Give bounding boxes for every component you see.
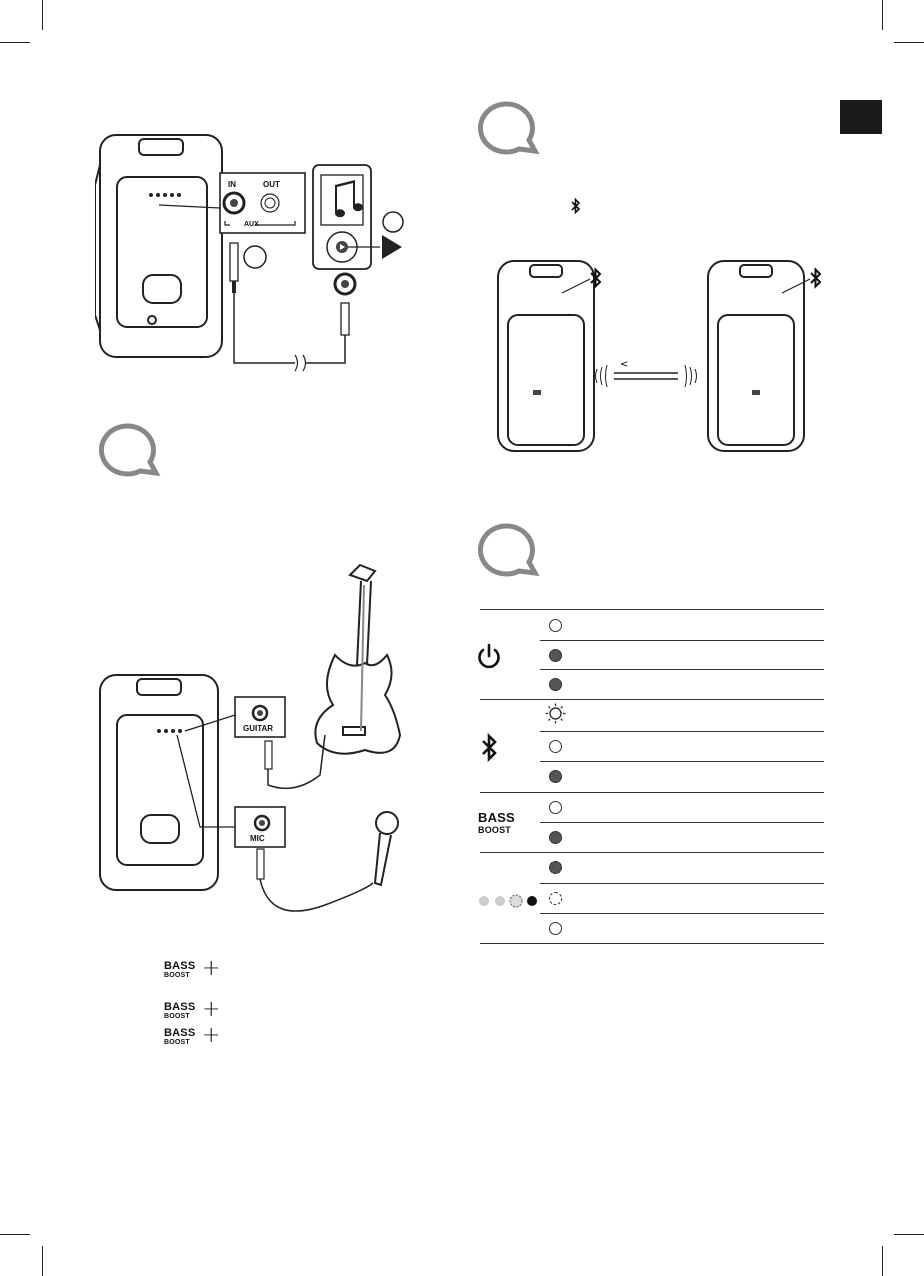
bluetooth-icon xyxy=(481,733,497,763)
speech-bubble-icon xyxy=(98,422,164,478)
bass-boost-icon: BASS BOOST xyxy=(164,960,196,979)
svg-text:<: < xyxy=(620,359,629,370)
led-indicator xyxy=(549,649,562,662)
led-flashing-icon xyxy=(545,703,566,724)
crop-mark xyxy=(42,1246,43,1276)
crop-mark xyxy=(894,42,924,43)
led-indicator xyxy=(549,619,562,632)
aux-in-label: IN xyxy=(228,180,236,189)
table-divider xyxy=(480,609,824,610)
led-indicator xyxy=(549,861,562,874)
bluetooth-icon xyxy=(571,198,581,214)
table-divider xyxy=(540,640,824,641)
led-indicator xyxy=(549,892,562,905)
speaker-illustration xyxy=(95,135,222,357)
table-divider xyxy=(540,669,824,670)
table-divider xyxy=(540,822,824,823)
table-divider xyxy=(540,761,824,762)
crop-mark xyxy=(42,0,43,30)
speech-bubble-icon xyxy=(477,522,543,578)
led-indicator xyxy=(549,740,562,753)
table-divider xyxy=(480,943,824,944)
aux-out-label: OUT xyxy=(263,180,280,189)
speech-bubble-icon xyxy=(477,100,543,156)
crop-mark xyxy=(882,0,883,30)
led-indicator xyxy=(549,770,562,783)
party-mode-diagram xyxy=(490,255,835,455)
table-divider xyxy=(540,731,824,732)
led-indicator xyxy=(549,922,562,935)
aux-label: AUX xyxy=(244,221,259,228)
table-divider xyxy=(480,699,824,700)
plus-icon: + xyxy=(202,956,221,981)
speaker-illustration xyxy=(100,675,218,890)
mic-input-label: MIC xyxy=(250,834,265,843)
plus-icon: + xyxy=(202,997,221,1022)
battery-level-indicator xyxy=(478,893,542,909)
bass-boost-icon: BASS BOOST xyxy=(478,810,515,835)
language-tab xyxy=(840,100,882,134)
guitar-illustration xyxy=(315,565,400,754)
bass-boost-icon: BASS BOOST xyxy=(164,1027,196,1046)
crop-mark xyxy=(894,1234,924,1235)
instrument-connection-diagram xyxy=(95,545,425,925)
microphone-illustration xyxy=(375,812,398,885)
bass-boost-icon: BASS BOOST xyxy=(164,1001,196,1020)
power-icon xyxy=(476,643,502,671)
led-indicator xyxy=(549,831,562,844)
guitar-input-label: GUITAR xyxy=(243,724,274,733)
aux-connection-diagram xyxy=(95,125,425,375)
table-divider xyxy=(480,792,824,793)
table-divider xyxy=(480,852,824,853)
table-divider xyxy=(540,913,824,914)
led-indicator xyxy=(549,678,562,691)
led-indicator xyxy=(549,801,562,814)
crop-mark xyxy=(882,1246,883,1276)
plus-icon: + xyxy=(202,1023,221,1048)
play-icon xyxy=(382,235,402,259)
table-divider xyxy=(540,883,824,884)
crop-mark xyxy=(0,42,30,43)
crop-mark xyxy=(0,1234,30,1235)
